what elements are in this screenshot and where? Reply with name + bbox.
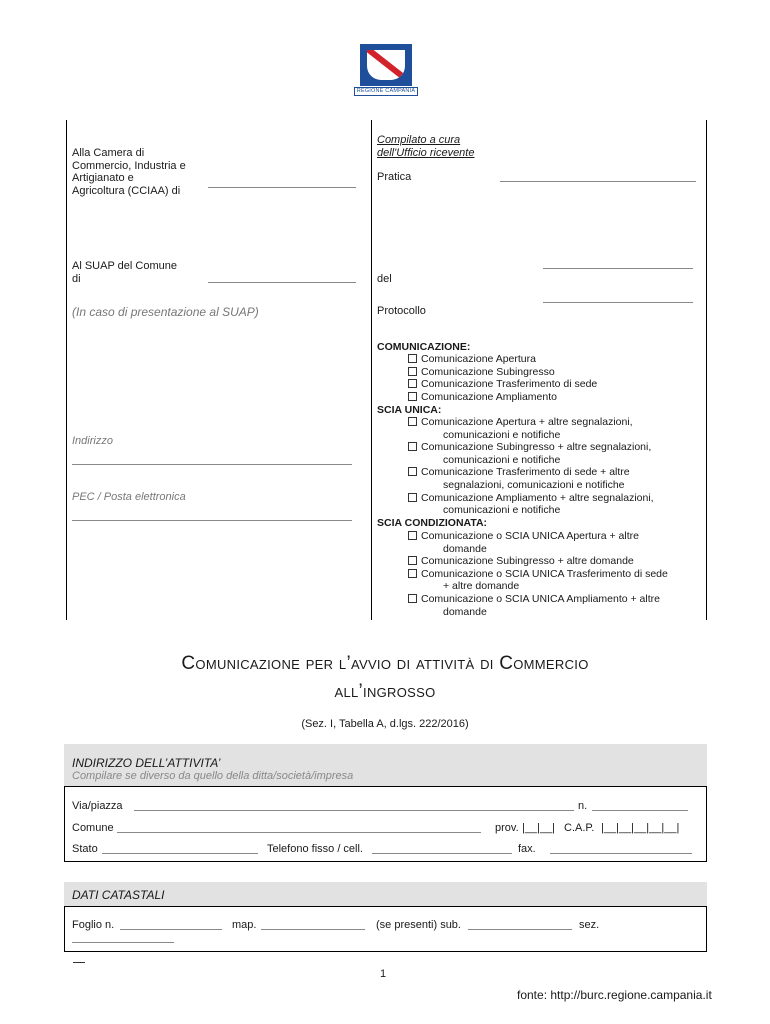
- title-line-1: Comunicazione per l’avvio di attività di Commercio: [181, 653, 589, 674]
- pec-label: PEC / Posta elettronica: [72, 491, 186, 503]
- telefono-field[interactable]: [372, 853, 512, 854]
- suap-note: (In caso di presentazione al SUAP): [72, 305, 259, 319]
- comune-field[interactable]: [117, 832, 481, 833]
- option-comunicazione-ampliamento[interactable]: Comunicazione Ampliamento: [408, 391, 557, 404]
- cap-label: C.A.P.: [564, 822, 595, 834]
- logo-caption: REGIONE CAMPANIA: [354, 87, 418, 96]
- option-scia-unica-apertura[interactable]: Comunicazione Apertura + altre segnalazioni,: [408, 416, 633, 429]
- checkbox-icon[interactable]: [408, 392, 417, 401]
- checkbox-icon[interactable]: [408, 354, 417, 363]
- option-scia-cond-subingresso[interactable]: Comunicazione Subingresso + altre domande: [408, 555, 634, 568]
- checkbox-icon[interactable]: [408, 367, 417, 376]
- shield-inner: [367, 50, 405, 80]
- sub-label: (se presenti) sub.: [376, 919, 461, 931]
- regione-campania-logo: [354, 44, 418, 96]
- option-scia-unica-ampliamento[interactable]: Comunicazione Ampliamento + altre segnalazioni,: [408, 492, 654, 505]
- sez-label: sez.: [579, 919, 600, 931]
- pratica-label: Pratica: [377, 171, 412, 183]
- frame-right-border: [706, 120, 707, 620]
- footnote-divider: [73, 962, 85, 963]
- pratica-field[interactable]: [500, 181, 696, 182]
- catastali-section-header: [64, 882, 707, 906]
- via-field[interactable]: [134, 810, 574, 811]
- cap-field[interactable]: |__|__|__|__|__|: [601, 822, 680, 834]
- document-subtitle: (Sez. I, Tabella A, d.lgs. 222/2016): [301, 718, 469, 730]
- option-scia-cond-ampliamento[interactable]: Comunicazione o SCIA UNICA Ampliamento + altre: [408, 593, 660, 606]
- option-continuation: domande: [443, 606, 487, 618]
- checkbox-icon[interactable]: [408, 493, 417, 502]
- page-number: 1: [380, 968, 387, 980]
- cciaa-field[interactable]: [208, 187, 356, 188]
- checkbox-icon[interactable]: [408, 556, 417, 565]
- scia-unica-heading: SCIA UNICA:: [377, 404, 442, 416]
- compilato-label: Compilato a cura dell'Ufficio ricevente: [377, 134, 475, 159]
- indirizzo-section-header: [64, 744, 707, 786]
- n-label: n.: [578, 800, 588, 812]
- option-scia-cond-apertura[interactable]: Comunicazione o SCIA UNICA Apertura + altre: [408, 530, 639, 543]
- del-label: del: [377, 273, 392, 285]
- fax-field[interactable]: [550, 853, 692, 854]
- frame-left-border: [66, 120, 67, 620]
- protocollo-label: Protocollo: [377, 305, 426, 317]
- title-line-2: all’ingrosso: [334, 681, 436, 702]
- del-field[interactable]: [543, 268, 693, 269]
- source-caption: fonte: http://burc.regione.campania.it: [517, 988, 712, 1002]
- prov-field[interactable]: |__|__|: [522, 822, 556, 834]
- stato-field[interactable]: [102, 853, 258, 854]
- checkbox-icon[interactable]: [408, 467, 417, 476]
- indirizzo-label: Indirizzo: [72, 435, 113, 447]
- scia-condizionata-heading: SCIA CONDIZIONATA:: [377, 517, 488, 529]
- checkbox-icon[interactable]: [408, 569, 417, 578]
- map-field[interactable]: [261, 929, 365, 930]
- comunicazione-heading: COMUNICAZIONE:: [377, 341, 471, 353]
- option-continuation: segnalazioni, comunicazioni e notifiche: [443, 479, 625, 491]
- suap-field[interactable]: [208, 282, 356, 283]
- indirizzo-section-subtitle: Compilare se diverso da quello della ditta/società/impresa: [72, 770, 354, 782]
- option-scia-unica-trasferimento[interactable]: Comunicazione Trasferimento di sede + altre: [408, 466, 630, 479]
- catastali-section-title: DATI CATASTALI: [72, 888, 165, 902]
- option-scia-cond-trasferimento[interactable]: Comunicazione o SCIA UNICA Trasferimento di sede: [408, 568, 668, 581]
- frame-middle-border: [371, 120, 372, 620]
- checkbox-icon[interactable]: [408, 379, 417, 388]
- sub-field[interactable]: [468, 929, 572, 930]
- stato-label: Stato: [72, 843, 98, 855]
- checkbox-icon[interactable]: [408, 417, 417, 426]
- fax-label: fax.: [518, 843, 536, 855]
- comune-label: Comune: [72, 822, 114, 834]
- indirizzo-section-title: INDIRIZZO DELL’ATTIVITA’: [72, 756, 221, 770]
- document-title: [60, 650, 710, 706]
- telefono-label: Telefono fisso / cell.: [267, 843, 363, 855]
- n-field[interactable]: [592, 810, 688, 811]
- option-continuation: domande: [443, 543, 487, 555]
- prov-label: prov.: [495, 822, 519, 834]
- checkbox-icon[interactable]: [408, 531, 417, 540]
- checkbox-icon[interactable]: [408, 442, 417, 451]
- option-scia-unica-subingresso[interactable]: Comunicazione Subingresso + altre segnalazioni,: [408, 441, 651, 454]
- checkbox-icon[interactable]: [408, 594, 417, 603]
- option-comunicazione-trasferimento[interactable]: Comunicazione Trasferimento di sede: [408, 378, 597, 391]
- map-label: map.: [232, 919, 257, 931]
- option-continuation: + altre domande: [443, 580, 520, 592]
- suap-label: Al SUAP del Comune di: [72, 260, 177, 285]
- option-continuation: comunicazioni e notifiche: [443, 429, 561, 441]
- foglio-label: Foglio n.: [72, 919, 115, 931]
- pec-field[interactable]: [72, 520, 352, 521]
- indirizzo-field[interactable]: [72, 464, 352, 465]
- cciaa-label: Alla Camera di Commercio, Industria e Artigianato e Agricoltura (CCIAA) di: [72, 147, 186, 197]
- protocollo-field[interactable]: [543, 302, 693, 303]
- sez-field[interactable]: [72, 942, 174, 943]
- foglio-field[interactable]: [120, 929, 222, 930]
- via-label: Via/piazza: [72, 800, 123, 812]
- option-comunicazione-apertura[interactable]: Comunicazione Apertura: [408, 353, 536, 366]
- option-continuation: comunicazioni e notifiche: [443, 504, 561, 516]
- option-comunicazione-subingresso[interactable]: Comunicazione Subingresso: [408, 366, 555, 379]
- option-continuation: comunicazioni e notifiche: [443, 454, 561, 466]
